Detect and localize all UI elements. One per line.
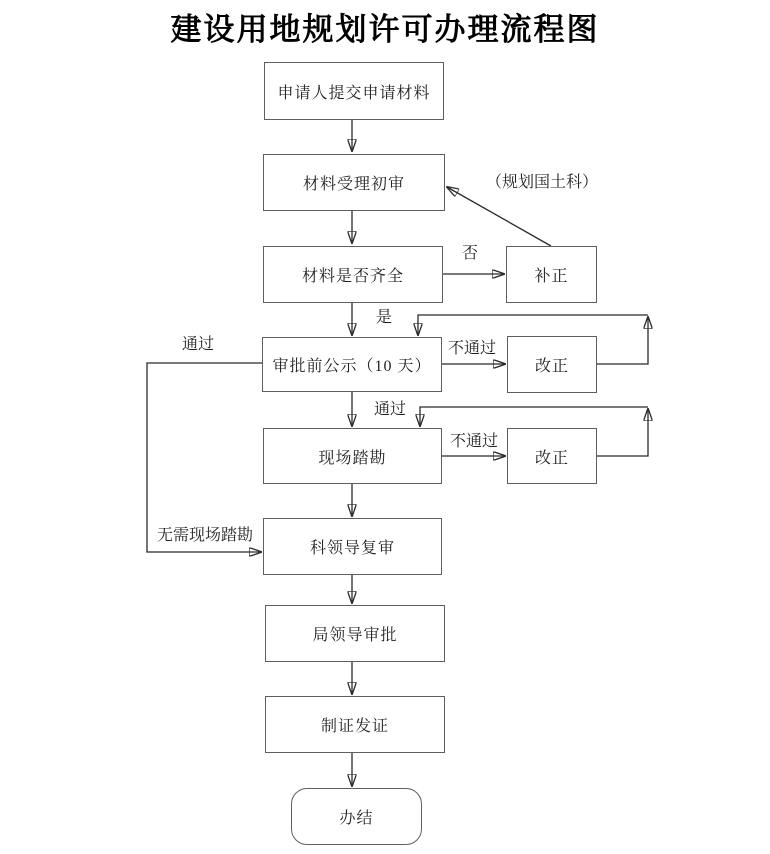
edge-correction2-up <box>597 409 648 456</box>
node-submit: 申请人提交申请材料 <box>264 62 444 120</box>
node-section-review: 科领导复审 <box>263 518 442 575</box>
edge-correction1-return-to-publicity <box>418 315 648 335</box>
edge-label-pass-left: 通过 <box>181 336 215 354</box>
annotation-planning-land-section: （规划国土科） <box>485 174 599 192</box>
node-issue-certificate: 制证发证 <box>265 696 445 753</box>
node-complete: 办结 <box>291 788 422 845</box>
edge-correction1-up <box>597 317 648 364</box>
edge-bypass-to-section-review <box>147 363 262 552</box>
edge-supplement-to-initial-review <box>447 187 551 246</box>
edge-label-not-pass-2: 不通过 <box>449 433 499 451</box>
node-completeness-check: 材料是否齐全 <box>263 246 443 303</box>
node-bureau-approval: 局领导审批 <box>265 605 445 662</box>
node-correction-2: 改正 <box>507 428 597 484</box>
node-supplement: 补正 <box>506 246 597 303</box>
edge-label-pass-mid: 通过 <box>373 401 407 419</box>
edge-label-yes: 是 <box>375 309 393 327</box>
flowchart-title: 建设用地规划许可办理流程图 <box>170 12 600 48</box>
node-initial-review: 材料受理初审 <box>263 154 445 211</box>
edge-label-not-pass-1: 不通过 <box>447 340 497 358</box>
edge-label-no: 否 <box>461 245 479 263</box>
edge-label-no-site-survey: 无需现场踏勘 <box>156 527 254 545</box>
node-publicity: 审批前公示（10 天） <box>262 337 442 392</box>
node-correction-1: 改正 <box>507 336 597 393</box>
edge-correction2-return-to-site-survey <box>420 407 648 426</box>
node-site-survey: 现场踏勘 <box>263 428 442 484</box>
